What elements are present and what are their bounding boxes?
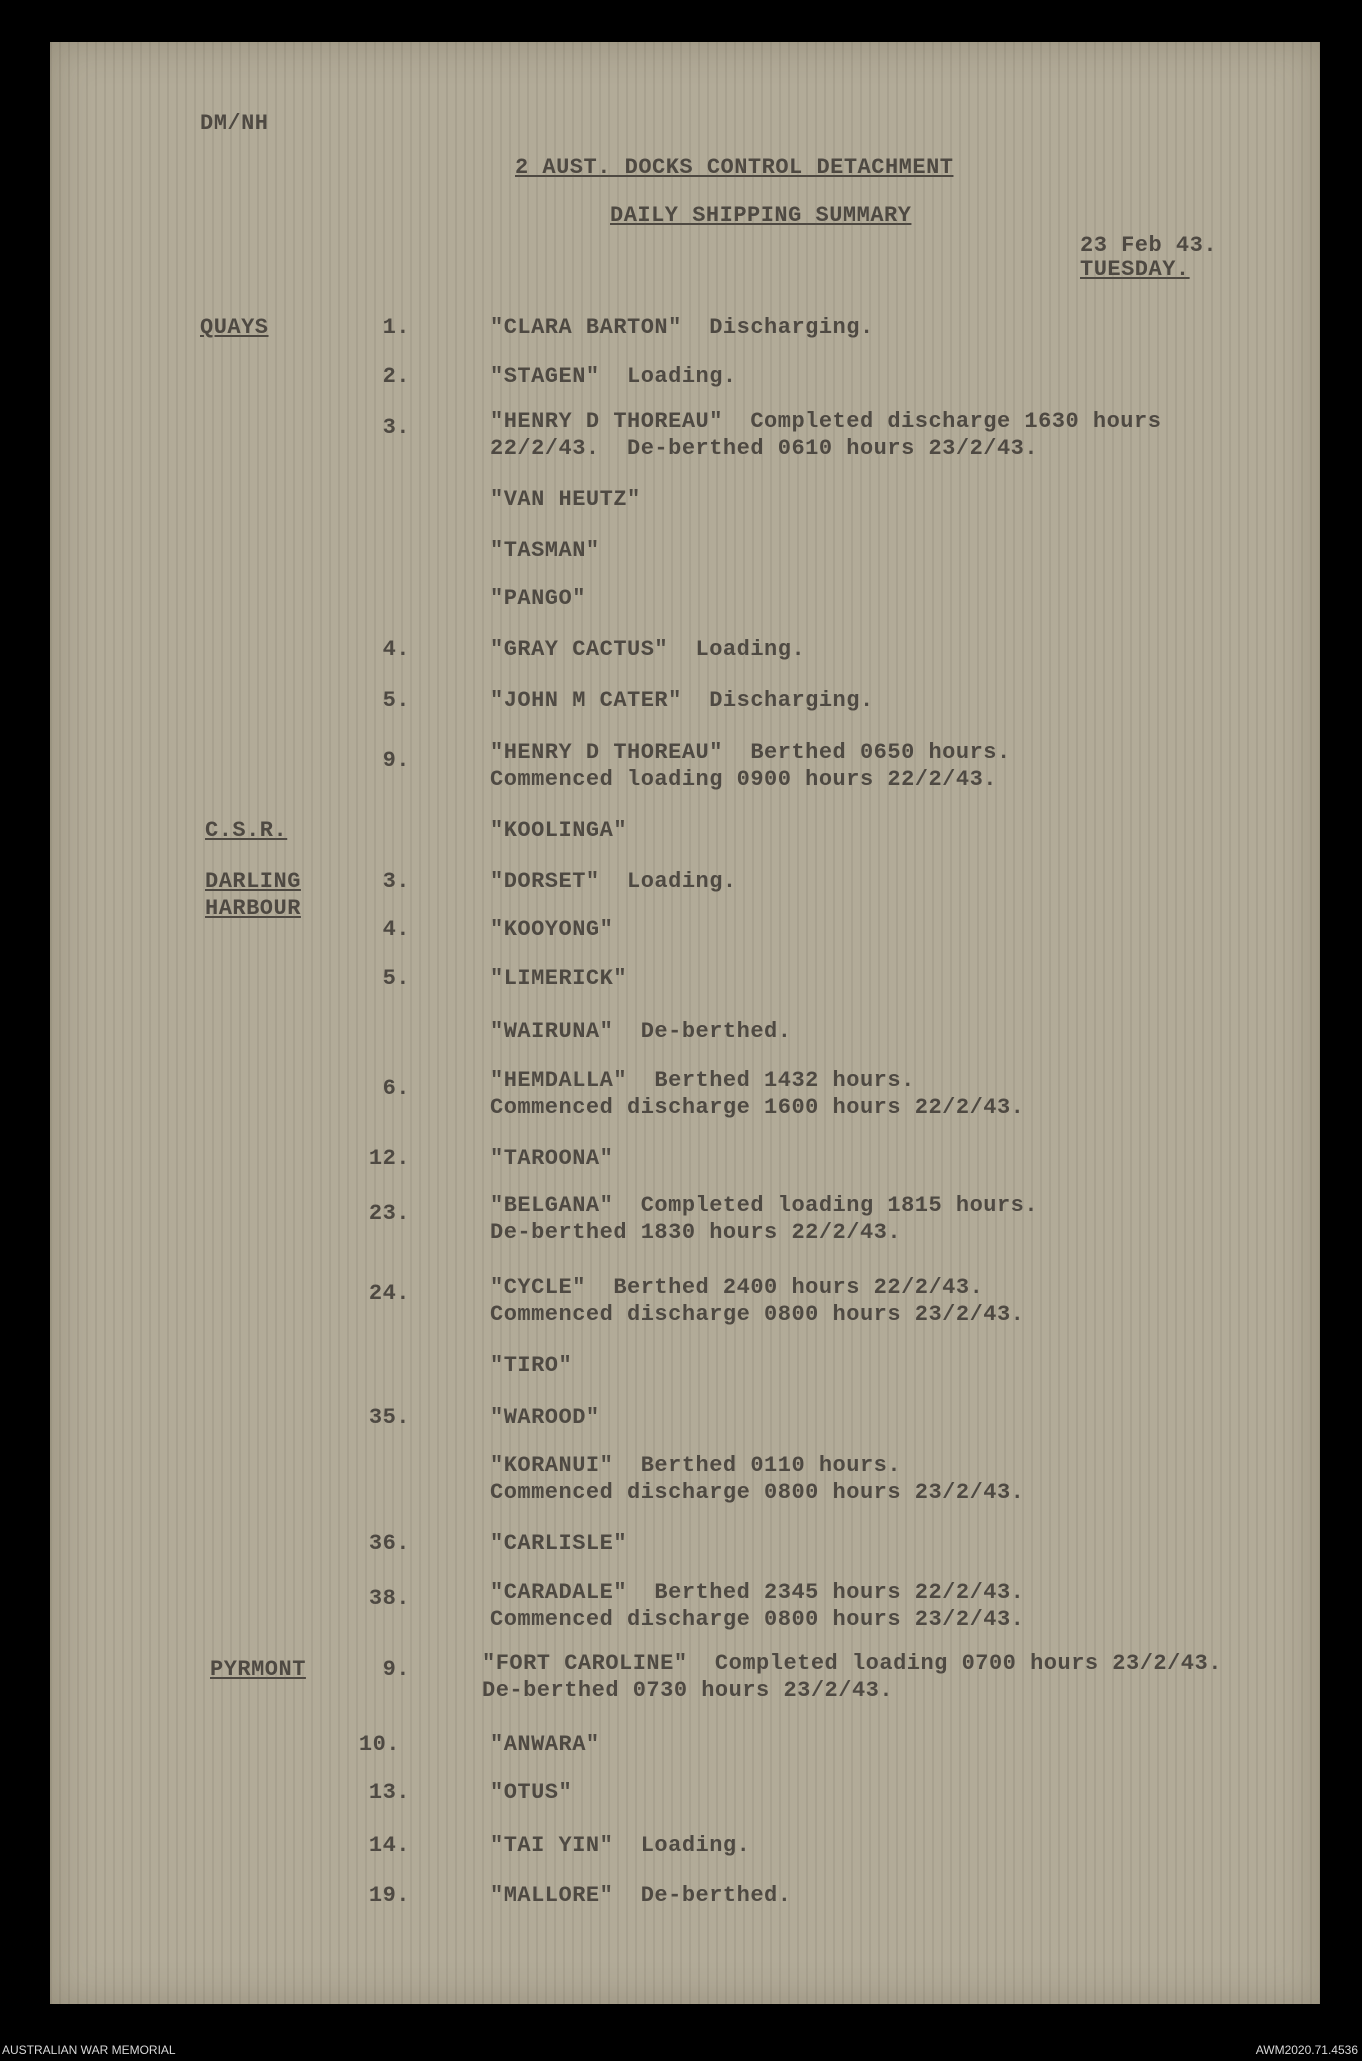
entry-number: 5.	[382, 966, 410, 991]
entry-number: 3.	[382, 415, 410, 440]
entry-text: "TAROONA"	[490, 1146, 614, 1171]
document-subheading: DAILY SHIPPING SUMMARY	[610, 203, 912, 228]
entry-number: 19.	[368, 1883, 410, 1908]
entry-number: 35.	[368, 1405, 410, 1430]
section-label-quays: QUAYS	[200, 315, 269, 340]
entry-number: 4.	[382, 917, 410, 942]
entry-text: "GRAY CACTUS" Loading.	[490, 637, 806, 662]
entry-number: 12.	[368, 1146, 410, 1171]
footer-accession-number: AWM2020.71.4536	[1255, 2043, 1358, 2057]
entry-text: "KORANUI" Berthed 0110 hours. Commenced discharge 0800 hours 23/2/43.	[490, 1453, 1025, 1505]
entry-number: 36.	[368, 1531, 410, 1556]
entry-text: "ANWARA"	[490, 1732, 600, 1757]
document-day: TUESDAY.	[1080, 257, 1190, 282]
entry-text: "CLARA BARTON" Discharging.	[490, 315, 874, 340]
entry-text: "VAN HEUTZ"	[490, 487, 641, 512]
entry-number: 14.	[368, 1833, 410, 1858]
entry-number: 24.	[368, 1281, 410, 1306]
entry-text: "FORT CAROLINE" Completed loading 0700 hours 23/2/43. De-berthed 0730 hours 23/2/43.	[482, 1651, 1222, 1703]
entry-text: "DORSET" Loading.	[490, 869, 737, 894]
reference-code: DM/NH	[200, 111, 269, 136]
entry-text: "TASMAN"	[490, 538, 600, 563]
entry-text: "HENRY D THOREAU" Berthed 0650 hours. Commenced loading 0900 hours 22/2/43.	[490, 740, 1011, 792]
entry-number: 2.	[382, 364, 410, 389]
section-label-darling-harbour: DARLING HARBOUR	[205, 869, 301, 921]
entry-text: "PANGO"	[490, 586, 586, 611]
entry-text: "HEMDALLA" Berthed 1432 hours. Commenced discharge 1600 hours 22/2/43.	[490, 1068, 1025, 1120]
entry-number: 38.	[368, 1586, 410, 1611]
section-label-csr: C.S.R.	[205, 818, 288, 843]
entry-text: "HENRY D THOREAU" Completed discharge 1630 hours 22/2/43. De-berthed 0610 hours 23/2/43.	[490, 409, 1162, 461]
document-date: 23 Feb 43.	[1080, 233, 1218, 258]
entry-number: 10.	[358, 1732, 400, 1757]
document-sheet	[50, 42, 1320, 2004]
footer-credit: AUSTRALIAN WAR MEMORIAL	[2, 2043, 176, 2057]
entry-text: "WAROOD"	[490, 1405, 600, 1430]
entry-number: 23.	[368, 1201, 410, 1226]
entry-text: "OTUS"	[490, 1780, 573, 1805]
entry-text: "KOOYONG"	[490, 917, 614, 942]
section-label-pyrmont: PYRMONT	[210, 1657, 306, 1682]
entry-text: "WAIRUNA" De-berthed.	[490, 1019, 792, 1044]
entry-text: "CARLISLE"	[490, 1531, 628, 1556]
entry-text: "BELGANA" Completed loading 1815 hours. De-berthed 1830 hours 22/2/43.	[490, 1193, 1039, 1245]
entry-text: "TAI YIN" Loading.	[490, 1833, 751, 1858]
entry-number: 1.	[382, 315, 410, 340]
entry-number: 5.	[382, 688, 410, 713]
entry-number: 9.	[382, 748, 410, 773]
entry-text: "CYCLE" Berthed 2400 hours 22/2/43. Commenced discharge 0800 hours 23/2/43.	[490, 1275, 1025, 1327]
entry-text: "JOHN M CATER" Discharging.	[490, 688, 874, 713]
entry-number: 9.	[382, 1657, 410, 1682]
entry-number: 13.	[368, 1780, 410, 1805]
entry-number: 3.	[382, 869, 410, 894]
document-heading: 2 AUST. DOCKS CONTROL DETACHMENT	[515, 155, 954, 180]
entry-text: "STAGEN" Loading.	[490, 364, 737, 389]
entry-text: "LIMERICK"	[490, 966, 628, 991]
entry-text: "CARADALE" Berthed 2345 hours 22/2/43. Commenced discharge 0800 hours 23/2/43.	[490, 1580, 1025, 1632]
entry-text: "TIRO"	[490, 1353, 573, 1378]
entry-number: 6.	[382, 1076, 410, 1101]
entry-text: "MALLORE" De-berthed.	[490, 1883, 792, 1908]
entry-number: 4.	[382, 637, 410, 662]
entry-text: "KOOLINGA"	[490, 818, 628, 843]
